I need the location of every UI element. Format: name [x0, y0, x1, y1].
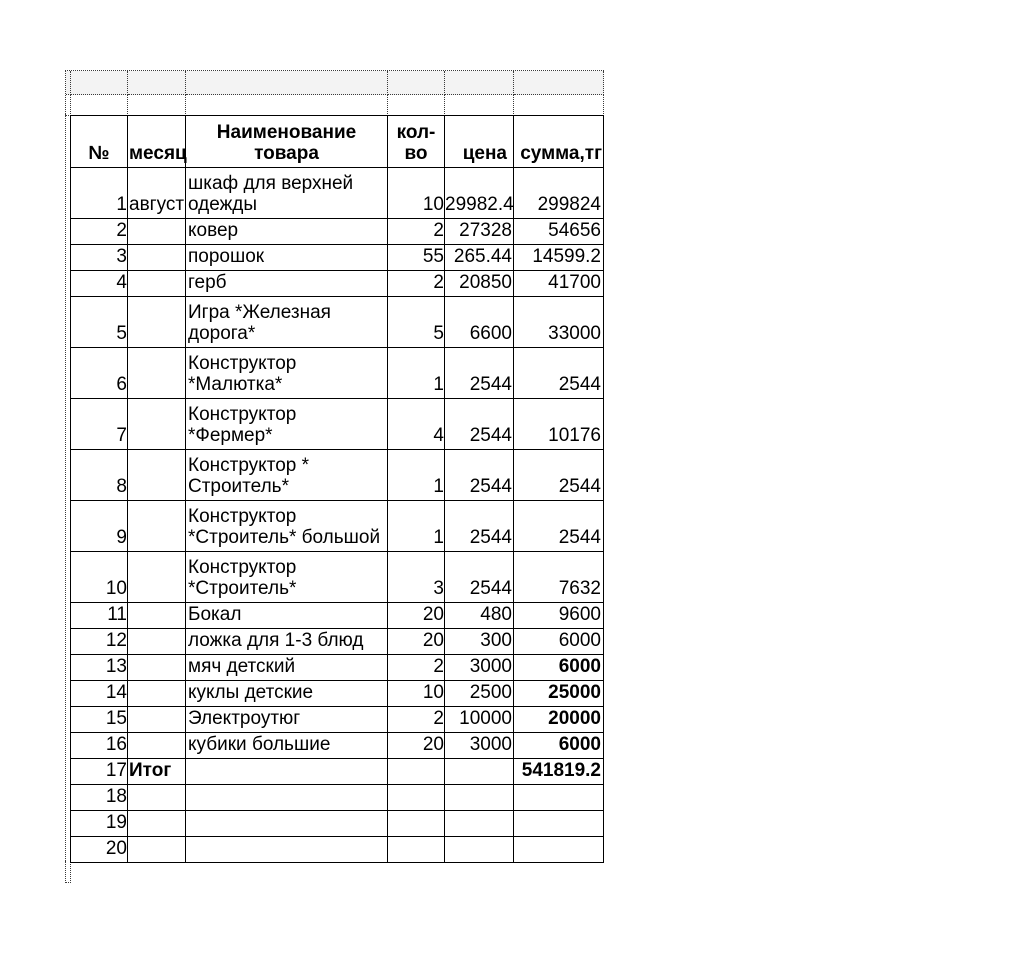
cell-sum: [514, 837, 604, 863]
cell-sum: 9600: [514, 603, 604, 629]
below-table-empty-cell: [65, 861, 71, 883]
cell-month: [128, 655, 186, 681]
cell-month: [128, 603, 186, 629]
cell-name: Бокал: [186, 603, 388, 629]
cell-num: 2: [71, 219, 128, 245]
cell-month: [128, 785, 186, 811]
cell-month: [128, 552, 186, 603]
column-header-qty: кол-во: [388, 116, 445, 168]
empty-cell: [514, 95, 604, 116]
cell-sum: 299824: [514, 168, 604, 219]
cell-num: 3: [71, 245, 128, 271]
cell-price: 3000: [445, 655, 514, 681]
cell-name: кубики большие: [186, 733, 388, 759]
cell-name: Конструктор * Строитель*: [186, 450, 388, 501]
cell-price: [445, 811, 514, 837]
cell-name: куклы детские: [186, 681, 388, 707]
cell-month: [128, 501, 186, 552]
empty-cell: [388, 95, 445, 116]
empty-cell: [71, 71, 128, 95]
cell-qty: 4: [388, 399, 445, 450]
cell-num: 4: [71, 271, 128, 297]
cell-sum: 6000: [514, 733, 604, 759]
cell-qty: [388, 759, 445, 785]
cell-month: [128, 271, 186, 297]
cell-name: шкаф для верхней одежды: [186, 168, 388, 219]
cell-qty: 55: [388, 245, 445, 271]
cell-price: 300: [445, 629, 514, 655]
cell-name: ложка для 1-3 блюд: [186, 629, 388, 655]
cell-qty: 5: [388, 297, 445, 348]
cell-num: 1: [71, 168, 128, 219]
cell-qty: [388, 811, 445, 837]
cell-num: 20: [71, 837, 128, 863]
cell-sum: 25000: [514, 681, 604, 707]
cell-month: Итог: [128, 759, 186, 785]
cell-sum: 41700: [514, 271, 604, 297]
empty-cell: [128, 71, 186, 95]
table-row: [71, 552, 604, 603]
empty-cells-grid: [65, 70, 604, 116]
empty-cell: [514, 71, 604, 95]
empty-cell: [186, 95, 388, 116]
cell-num: 17: [71, 759, 128, 785]
cell-price: [445, 837, 514, 863]
cell-price: 3000: [445, 733, 514, 759]
table-row: [71, 707, 604, 733]
table-row: [71, 168, 604, 219]
cell-name: герб: [186, 271, 388, 297]
cell-month: [128, 399, 186, 450]
table-row: [71, 733, 604, 759]
table-row: [71, 811, 604, 837]
cell-name: мяч детский: [186, 655, 388, 681]
cell-price: 27328: [445, 219, 514, 245]
cell-price: [445, 785, 514, 811]
cell-price: 2544: [445, 552, 514, 603]
cell-month: [128, 629, 186, 655]
table-row: [71, 785, 604, 811]
cell-price: 6600: [445, 297, 514, 348]
cell-price: 265.44: [445, 245, 514, 271]
table-row: [71, 245, 604, 271]
cell-sum: 20000: [514, 707, 604, 733]
table-row: [71, 271, 604, 297]
cell-name: Конструктор *Строитель*: [186, 552, 388, 603]
empty-cell: [445, 95, 514, 116]
cell-name: ковер: [186, 219, 388, 245]
cell-num: 15: [71, 707, 128, 733]
cell-num: 16: [71, 733, 128, 759]
cell-qty: 1: [388, 501, 445, 552]
cell-qty: 2: [388, 655, 445, 681]
cell-num: 6: [71, 348, 128, 399]
cell-month: [128, 681, 186, 707]
cell-sum: 2544: [514, 348, 604, 399]
cell-sum: 6000: [514, 655, 604, 681]
table-row: [71, 399, 604, 450]
cell-sum: 14599.2: [514, 245, 604, 271]
cell-price: [445, 759, 514, 785]
cell-name: Конструктор *Фермер*: [186, 399, 388, 450]
table-row: [71, 629, 604, 655]
cell-num: 14: [71, 681, 128, 707]
cell-qty: 10: [388, 681, 445, 707]
cell-sum: 10176: [514, 399, 604, 450]
cell-price: 2544: [445, 501, 514, 552]
cell-name: [186, 759, 388, 785]
empty-cell: [445, 71, 514, 95]
cell-qty: 20: [388, 603, 445, 629]
cell-month: [128, 348, 186, 399]
cell-qty: 10: [388, 168, 445, 219]
cell-sum: 54656: [514, 219, 604, 245]
empty-cell: [186, 71, 388, 95]
cell-price: 480: [445, 603, 514, 629]
cell-sum: [514, 785, 604, 811]
cell-qty: 1: [388, 450, 445, 501]
header-row: [71, 116, 604, 168]
cell-price: 20850: [445, 271, 514, 297]
cell-num: 5: [71, 297, 128, 348]
cell-qty: 20: [388, 733, 445, 759]
table-row: [71, 603, 604, 629]
goods-table: [70, 115, 604, 863]
table-row: [71, 759, 604, 785]
table-row: [71, 681, 604, 707]
cell-price: 2544: [445, 450, 514, 501]
cell-sum: 541819.2: [514, 759, 604, 785]
cell-num: 10: [71, 552, 128, 603]
cell-price: 2500: [445, 681, 514, 707]
cell-month: [128, 733, 186, 759]
cell-qty: 2: [388, 271, 445, 297]
table-row: [71, 837, 604, 863]
cell-sum: 33000: [514, 297, 604, 348]
cell-name: Игра *Железная дорога*: [186, 297, 388, 348]
cell-qty: 20: [388, 629, 445, 655]
cell-price: 10000: [445, 707, 514, 733]
cell-sum: [514, 811, 604, 837]
table-row: [71, 297, 604, 348]
table-body: [71, 168, 604, 863]
cell-num: 19: [71, 811, 128, 837]
cell-month: [128, 297, 186, 348]
cell-sum: 7632: [514, 552, 604, 603]
cell-sum: 6000: [514, 629, 604, 655]
cell-qty: 2: [388, 707, 445, 733]
cell-month: [128, 811, 186, 837]
cell-name: [186, 811, 388, 837]
cell-name: [186, 785, 388, 811]
cell-price: 29982.4: [445, 168, 514, 219]
cell-name: Конструктор *Малютка*: [186, 348, 388, 399]
column-header-month: месяц: [128, 116, 186, 168]
empty-cell: [71, 95, 128, 116]
cell-name: Электроутюг: [186, 707, 388, 733]
cell-month: август: [128, 168, 186, 219]
cell-month: [128, 219, 186, 245]
table-row: [71, 348, 604, 399]
cell-qty: [388, 785, 445, 811]
cell-num: 8: [71, 450, 128, 501]
cell-month: [128, 450, 186, 501]
cell-price: 2544: [445, 399, 514, 450]
cell-name: [186, 837, 388, 863]
table-row: [71, 655, 604, 681]
cell-num: 18: [71, 785, 128, 811]
cell-price: 2544: [445, 348, 514, 399]
empty-cell: [388, 71, 445, 95]
cell-qty: 2: [388, 219, 445, 245]
cell-name: Конструктор *Строитель* большой: [186, 501, 388, 552]
cell-num: 13: [71, 655, 128, 681]
cell-qty: [388, 837, 445, 863]
cell-qty: 1: [388, 348, 445, 399]
empty-cell: [128, 95, 186, 116]
column-header-name: Наименование товара: [186, 116, 388, 168]
table-row: [71, 501, 604, 552]
table-row: [71, 219, 604, 245]
cell-num: 11: [71, 603, 128, 629]
cell-sum: 2544: [514, 450, 604, 501]
cell-qty: 3: [388, 552, 445, 603]
cell-month: [128, 837, 186, 863]
column-header-sum: сумма,тг: [514, 116, 604, 168]
cell-month: [128, 245, 186, 271]
cell-month: [128, 707, 186, 733]
cell-sum: 2544: [514, 501, 604, 552]
cell-num: 9: [71, 501, 128, 552]
table-row: [71, 450, 604, 501]
cell-num: 7: [71, 399, 128, 450]
cell-num: 12: [71, 629, 128, 655]
cell-name: порошок: [186, 245, 388, 271]
column-header-price: цена: [445, 116, 514, 168]
column-header-num: №: [71, 116, 128, 168]
